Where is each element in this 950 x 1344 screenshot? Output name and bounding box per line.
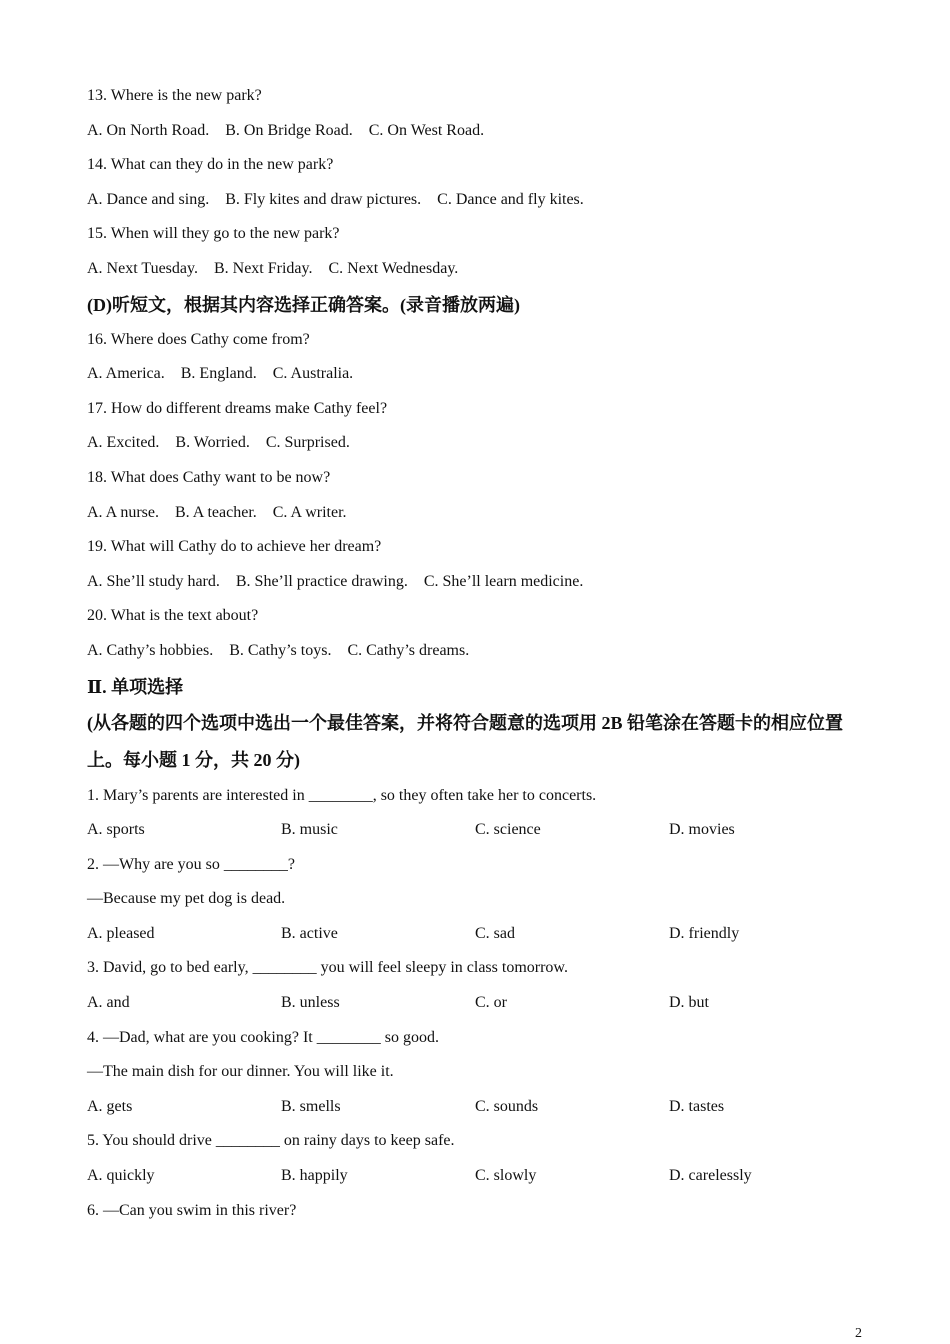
question-14-options: A. Dance and sing. B. Fly kites and draw pictures. C. Dance and fly kites. [87, 190, 584, 208]
exam-page-content [87, 79, 877, 1228]
option-a: A. gets [87, 1097, 133, 1115]
option-a: A. quickly [87, 1167, 155, 1185]
mc-question-2: 2. —Why are you so ________? [87, 855, 295, 873]
mc-question-5: 5. You should drive ________ on rainy days to keep safe. [87, 1132, 455, 1150]
option-d: D. friendly [669, 924, 740, 942]
option-d: D. tastes [669, 1097, 725, 1115]
question-16: 16. Where does Cathy come from? [87, 330, 310, 348]
question-18: 18. What does Cathy want to be now? [87, 468, 331, 486]
mc-question-4-reply: —The main dish for our dinner. You will like it. [87, 1063, 394, 1081]
question-13: 13. Where is the new park? [87, 87, 262, 104]
question-14: 14. What can they do in the new park? [87, 156, 334, 174]
question-19-options: A. She’ll study hard. B. She’ll practice drawing. C. She’ll learn medicine. [87, 572, 584, 590]
mc-question-5-options [87, 1159, 877, 1194]
option-d: D. carelessly [669, 1167, 752, 1185]
option-b: B. smells [281, 1097, 341, 1115]
question-15: 15. When will they go to the new park? [87, 225, 340, 243]
option-c: C. sad [475, 924, 515, 942]
question-16-options: A. America. B. England. C. Australia. [87, 365, 354, 383]
mc-question-3: 3. David, go to bed early, ________ you will feel sleepy in class tomorrow. [87, 959, 568, 977]
question-20-options: A. Cathy’s hobbies. B. Cathy’s toys. C. Cathy’s dreams. [87, 641, 470, 659]
section-2-title: Ⅱ. 单项选择 [87, 676, 184, 697]
option-c: C. science [475, 821, 541, 839]
question-17-options: A. Excited. B. Worried. C. Surprised. [87, 434, 350, 452]
option-a: A. sports [87, 821, 145, 839]
page-number: 2 [855, 1326, 862, 1341]
question-20: 20. What is the text about? [87, 607, 259, 625]
question-15-options: A. Next Tuesday. B. Next Friday. C. Next Wednesday. [87, 259, 459, 277]
option-b: B. music [281, 821, 338, 839]
option-d: D. but [669, 994, 709, 1012]
mc-question-1-options [87, 813, 877, 848]
option-c: C. slowly [475, 1167, 537, 1185]
mc-question-4-options [87, 1090, 877, 1125]
option-a: A. and [87, 994, 130, 1012]
option-c: C. or [475, 994, 507, 1012]
mc-question-3-options [87, 986, 877, 1021]
mc-question-2-options [87, 917, 877, 952]
option-b: B. active [281, 924, 338, 942]
question-13-options: A. On North Road. B. On Bridge Road. C. On West Road. [87, 121, 485, 139]
option-c: C. sounds [475, 1097, 539, 1115]
option-a: A. pleased [87, 924, 155, 942]
question-17: 17. How do different dreams make Cathy feel? [87, 399, 388, 417]
section-2-instructions: (从各题的四个选项中选出一个最佳答案，并将符合题意的选项用 2B 铅笔涂在答题卡的相应位置上。每小题 1 分，共 20 分) [87, 712, 843, 770]
option-b: B. happily [281, 1167, 348, 1185]
mc-question-2-reply: —Because my pet dog is dead. [87, 890, 286, 908]
question-18-options: A. A nurse. B. A teacher. C. A writer. [87, 503, 347, 521]
question-19: 19. What will Cathy do to achieve her dream? [87, 538, 382, 556]
section-d-heading: (D)听短文，根据其内容选择正确答案。(录音播放两遍) [87, 294, 520, 315]
mc-question-1: 1. Mary’s parents are interested in ________, so they often take her to concerts. [87, 786, 597, 804]
option-b: B. unless [281, 994, 340, 1012]
mc-question-6: 6. —Can you swim in this river? [87, 1201, 297, 1219]
option-d: D. movies [669, 821, 735, 839]
mc-question-4: 4. —Dad, what are you cooking? It ________ so good. [87, 1028, 439, 1046]
